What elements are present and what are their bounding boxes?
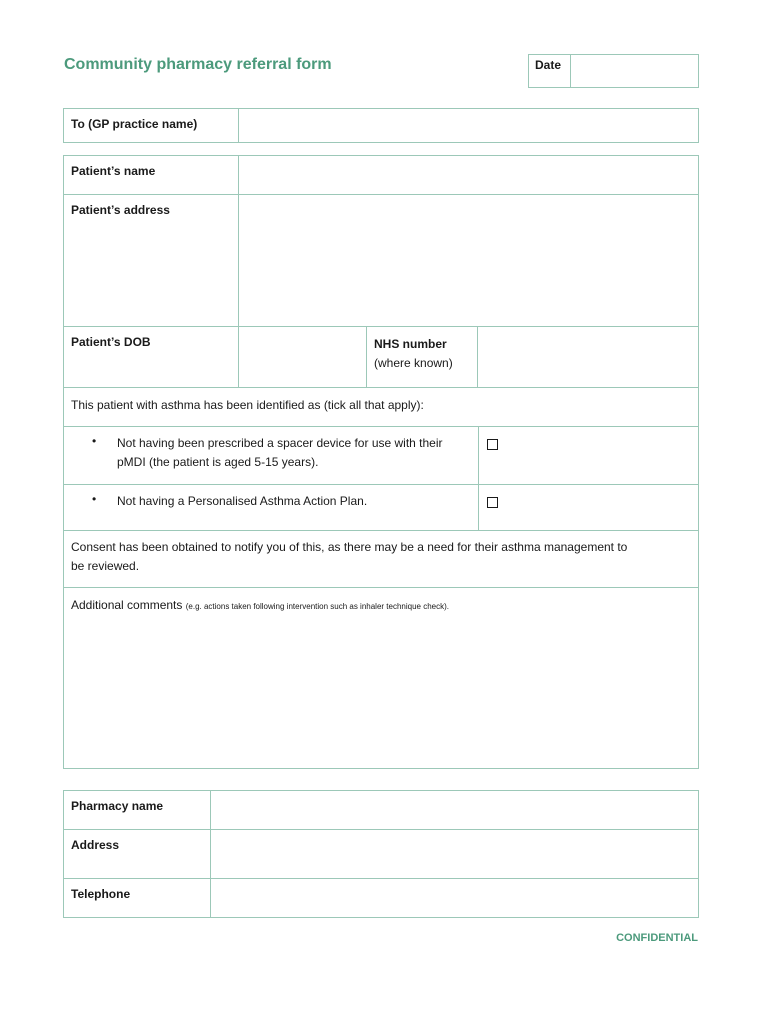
- gp-practice-field[interactable]: [239, 109, 698, 142]
- patient-address-label: Patient’s address: [71, 203, 170, 217]
- patient-name-field[interactable]: [239, 156, 698, 194]
- patient-dob-label: Patient’s DOB: [71, 335, 151, 349]
- date-label: Date: [535, 58, 562, 72]
- patient-address-field[interactable]: [239, 195, 698, 326]
- bullet-icon: •: [92, 492, 97, 506]
- pharmacy-telephone-field[interactable]: [211, 879, 698, 917]
- action-plan-checkbox[interactable]: [487, 497, 498, 508]
- consent-line-2: be reviewed.: [71, 559, 140, 573]
- spacer-checkbox[interactable]: [487, 439, 498, 450]
- confidential-label: CONFIDENTIAL: [616, 932, 698, 944]
- form-title: Community pharmacy referral form: [64, 56, 332, 73]
- identified-item-1-line2: pMDI (the patient is aged 5-15 years).: [117, 455, 319, 469]
- additional-comments-label: Additional comments: [71, 598, 183, 612]
- pharmacy-telephone-label: Telephone: [71, 887, 131, 901]
- identified-item-1-line1: Not having been prescribed a spacer device for use with their: [117, 436, 443, 450]
- nhs-number-note: (where known): [374, 356, 453, 370]
- identified-item-2-line1: Not having a Personalised Asthma Action Plan.: [117, 494, 368, 508]
- identified-item-2: [110, 484, 476, 519]
- gp-practice-label: To (GP practice name): [71, 117, 198, 131]
- consent-text: [64, 530, 698, 584]
- additional-comments-hint: (e.g. actions taken following intervention such as inhaler technique check).: [185, 602, 449, 611]
- pharmacy-address-label: Address: [71, 838, 120, 852]
- patient-name-label: Patient’s name: [71, 164, 156, 178]
- pharmacy-address-field[interactable]: [211, 830, 698, 878]
- bullet-icon: •: [92, 434, 97, 448]
- identified-intro: This patient with asthma has been identified as (tick all that apply):: [71, 398, 424, 412]
- consent-line-1: Consent has been obtained to notify you of this, as there may be a need for their asthma management to: [71, 540, 628, 554]
- date-field[interactable]: [571, 55, 698, 87]
- patient-dob-field[interactable]: [239, 327, 366, 387]
- nhs-number-label: NHS number: [374, 337, 447, 351]
- nhs-number-label-group: [367, 327, 477, 381]
- additional-comments-field[interactable]: [64, 616, 698, 768]
- pharmacy-name-field[interactable]: [211, 791, 698, 829]
- identified-item-1: [110, 426, 476, 480]
- pharmacy-name-label: Pharmacy name: [71, 799, 164, 813]
- nhs-number-field[interactable]: [478, 327, 698, 387]
